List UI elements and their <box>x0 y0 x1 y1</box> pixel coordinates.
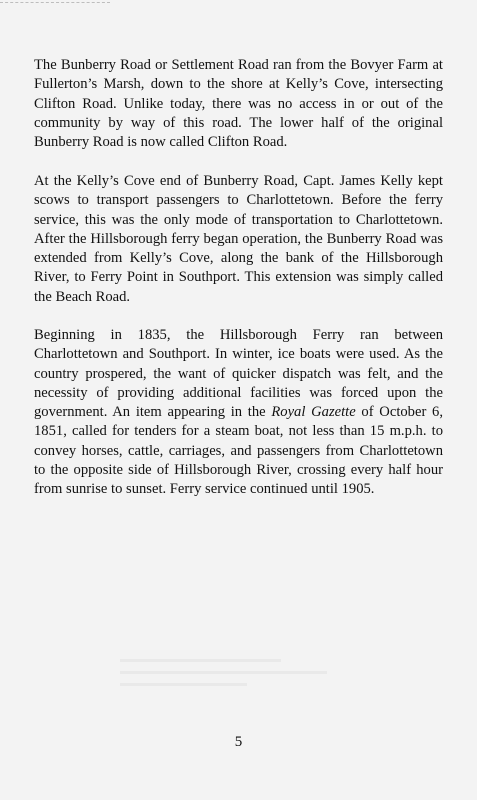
paragraph-text-before-italic: Beginning in 1835, the Hillsborough Ferry ran between Charlottetown and Southport. In winter, ice boats were used. As the country prospered, the want of quicker dispatch was felt, and the necessity of providing additional facilities was forced upon the government. An item appearing in the <box>34 327 443 421</box>
paragraph-kellys-cove: At the Kelly’s Cove end of Bunberry Road, Capt. James Kelly kept scows to transport passengers to Charlottetown. Before the ferry service, this was the only mode of transportation to Charlottetown. After the Hillsborough ferry began operation, the Bunberry Road was extended from Kelly’s Cove, along the bank of the Hillsborough River, to Ferry Point in Southport. This extension was simply called the Beach Road. <box>34 173 443 305</box>
paragraph-hillsborough-ferry <box>34 326 443 500</box>
top-edge-rule <box>0 2 110 3</box>
bleed-through-shadow <box>120 650 350 710</box>
paragraph-text-after-italic: of October 6, 1851, called for tenders for a steam boat, not less than 15 m.p.h. to convey horses, cattle, carriages, and passengers from Charlottetown to the opposite side of Hillsborough River, crossing every half hour from sunrise to sunset. Ferry service continued until 1905. <box>34 404 443 498</box>
page-number: 5 <box>234 734 243 750</box>
publication-title: Royal Gazette <box>271 404 356 421</box>
paragraph-bunberry-road: The Bunberry Road or Settlement Road ran from the Bovyer Farm at Fullerton’s Marsh, down to the shore at Kelly’s Cove, intersecting Clifton Road. Unlike today, there was no access in or out of the community by way of this road. The lower half of the original Bunberry Road is now called Clifton Road. <box>34 57 443 151</box>
